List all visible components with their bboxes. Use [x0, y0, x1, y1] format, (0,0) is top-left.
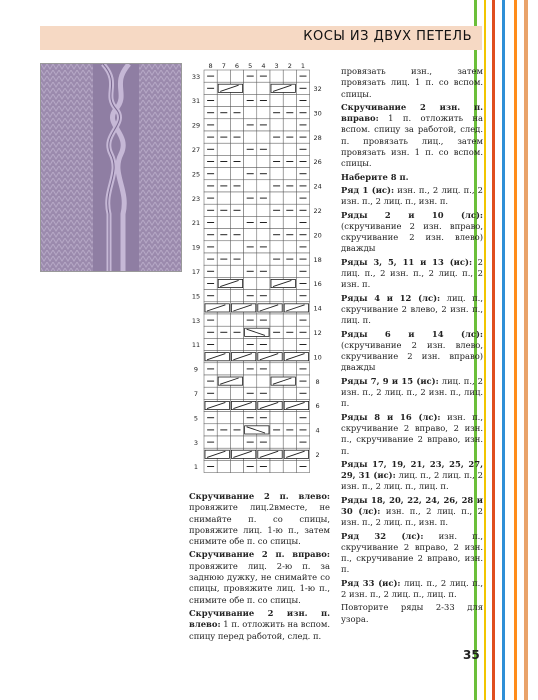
- paragraph: [341, 376, 483, 410]
- chart-cell: [230, 94, 243, 106]
- chart-cell: [217, 387, 230, 399]
- chart-cell: [270, 168, 283, 180]
- col-label: 2: [287, 62, 292, 70]
- row-label-left: 23: [191, 194, 201, 203]
- row-label-left: 25: [191, 170, 201, 179]
- chart-cell: [217, 192, 230, 204]
- chart-cell: [257, 253, 270, 265]
- row-label-left: 11: [191, 341, 201, 350]
- paragraph-term: Ряды 18, 20, 22, 24, 26, 28 и 30 (лс):: [341, 494, 483, 516]
- row-label-left: 9: [193, 365, 199, 374]
- chart-cell: [257, 277, 270, 289]
- paragraph-term: Ряд 33 (ис):: [341, 577, 401, 588]
- row-label-left: 5: [193, 414, 199, 423]
- paragraph-body: Повторите ряды 2-33 для узора.: [341, 602, 483, 624]
- row-label-right: 22: [313, 206, 322, 215]
- paragraph-term: Ряды 3, 5, 11 и 13 (ис):: [341, 256, 473, 267]
- paragraph: [341, 257, 483, 291]
- chart-cell: [270, 387, 283, 399]
- row-label-left: 17: [191, 267, 201, 276]
- chart-cell: [217, 314, 230, 326]
- row-label-right: 20: [313, 231, 322, 240]
- row-label-left: 1: [193, 463, 199, 472]
- chart-cell: [217, 168, 230, 180]
- chart-cell: [244, 180, 257, 192]
- chart-cell: [230, 314, 243, 326]
- paragraph-term: Ряды 4 и 12 (лс):: [341, 292, 441, 303]
- chart-cell: [283, 314, 296, 326]
- knitting-sample-photo: [40, 63, 182, 272]
- row-label-right: 12: [313, 328, 322, 337]
- chart-cell: [283, 338, 296, 350]
- paragraph: [341, 412, 483, 457]
- chart-cell: [270, 436, 283, 448]
- chart-cell: [230, 290, 243, 302]
- chart-cell: [270, 216, 283, 228]
- chart-cell: [283, 412, 296, 424]
- paragraph: [341, 329, 483, 374]
- chart-cell: [244, 107, 257, 119]
- chart-cell: [283, 143, 296, 155]
- chart-cell: [283, 94, 296, 106]
- paragraph: [341, 602, 483, 625]
- paragraph: [189, 491, 330, 547]
- chart-cell: [270, 94, 283, 106]
- row-label-left: 13: [191, 316, 201, 325]
- chart-cell: [283, 387, 296, 399]
- paragraph-term: Ряд 32 (лс):: [341, 530, 424, 541]
- chart-cell: [244, 253, 257, 265]
- chart-cell: [230, 460, 243, 472]
- row-label-left: 33: [191, 72, 201, 81]
- paragraph-term: Ряды 17, 19, 21, 23, 25, 27, 29, 31 (ис):: [341, 458, 483, 481]
- paragraph-body: изн. п., 2 лиц. п., 2 изн. п., 2 лиц. п., изн. п.: [341, 505, 484, 528]
- row-label-right: 24: [313, 182, 322, 191]
- paragraph-term: Ряды 7, 9 и 15 (ис):: [341, 375, 439, 386]
- chart-cell: [283, 70, 296, 82]
- chart-cell: [217, 94, 230, 106]
- paragraph-body: провяжите лиц. 2-ю п. за заднюю дужку, не снимайте со спицы, провяжите лиц. 1-ю п., снимите обе п. со спицы.: [189, 560, 330, 605]
- chart-cell: [217, 70, 230, 82]
- paragraph-body: лиц. п., 2 изн. п., 2 лиц. п., 2 изн. п., лиц. п.: [341, 375, 484, 409]
- paragraph-term: Наберите 8 п.: [341, 171, 409, 182]
- paragraph-body: изн. п., скручивание 2 вправо, 2 изн. п., скручивание 2 вправо, изн. п.: [341, 411, 483, 456]
- chart-cell: [230, 216, 243, 228]
- header-bar: [40, 26, 482, 50]
- paragraph-term: Ряды 8 и 16 (лс):: [341, 411, 441, 422]
- chart-cell: [217, 216, 230, 228]
- paragraph: [341, 495, 483, 529]
- chart-cell: [217, 241, 230, 253]
- col-label: 7: [221, 62, 226, 70]
- chart-cell: [244, 204, 257, 216]
- chart-cell: [257, 204, 270, 216]
- orange-stripe: [514, 0, 517, 700]
- chart-cell: [230, 363, 243, 375]
- chart-cell: [244, 375, 257, 387]
- chart-cell: [230, 192, 243, 204]
- paragraph: [189, 608, 330, 642]
- paragraph-term: Скручивание 2 п. влево:: [189, 491, 330, 501]
- paragraph-term: Ряды 2 и 10 (лс):: [341, 209, 483, 220]
- row-label-right: 16: [313, 280, 322, 289]
- paragraph-term: Ряд 1 (ис):: [341, 184, 395, 195]
- page-title: КОСЫ ИЗ ДВУХ ПЕТЕЛЬ: [303, 29, 472, 44]
- chart-cell: [257, 375, 270, 387]
- chart-cell: [230, 436, 243, 448]
- paragraph-term: Скручивание 2 изн. п. влево:: [189, 607, 330, 630]
- chart-cell: [230, 338, 243, 350]
- col-label: 1: [300, 62, 306, 70]
- chart-cell: [283, 119, 296, 131]
- chart-cell: [217, 119, 230, 131]
- chart-cell: [257, 107, 270, 119]
- chart-cell: [270, 143, 283, 155]
- chart-cell: [270, 192, 283, 204]
- page-number: 35: [463, 648, 480, 662]
- row-label-right: 18: [313, 255, 322, 264]
- paragraph: [341, 172, 483, 183]
- chart-cell: [217, 265, 230, 277]
- row-label-left: 3: [193, 438, 199, 447]
- blue-stripe: [502, 0, 505, 700]
- row-label-right: 8: [315, 377, 320, 386]
- chart-cell: [283, 290, 296, 302]
- cable-knit-illustration: [41, 64, 181, 271]
- col-label: 4: [261, 62, 266, 70]
- paragraph-body: (скручивание 2 изн. вправо, скручивание 2 изн. влево) дважды: [341, 220, 483, 254]
- paragraph: [341, 459, 483, 493]
- col-label: 6: [234, 62, 240, 70]
- paragraph: [341, 102, 483, 170]
- row-label-left: 15: [191, 292, 201, 301]
- row-label-right: 14: [313, 304, 322, 313]
- red-stripe: [492, 0, 495, 700]
- chart-cell: [217, 363, 230, 375]
- chart-cell: [257, 229, 270, 241]
- chart-cell: [270, 338, 283, 350]
- chart-cell: [217, 290, 230, 302]
- paragraph: [341, 210, 483, 255]
- paragraph: [341, 293, 483, 327]
- chart-cell: [270, 460, 283, 472]
- row-label-right: 4: [315, 426, 320, 435]
- chart-cell: [270, 290, 283, 302]
- chart-cell: [217, 338, 230, 350]
- row-label-left: 19: [191, 243, 201, 252]
- chart-cell: [257, 82, 270, 94]
- paragraph-body: 2 лиц. п., 2 изн. п., 2 лиц. п., 2 изн. п.: [341, 256, 483, 290]
- paragraph: [189, 549, 330, 605]
- paragraph: [341, 531, 483, 576]
- chart-cell: [230, 119, 243, 131]
- row-label-right: 30: [313, 109, 322, 118]
- chart-cell: [283, 436, 296, 448]
- chart-cell: [230, 265, 243, 277]
- col-label: 5: [248, 62, 253, 70]
- paragraph-term: Скручивание 2 изн. п. вправо:: [341, 101, 483, 124]
- chart-cell: [244, 229, 257, 241]
- chart-cell: [283, 241, 296, 253]
- paragraph: [341, 185, 483, 208]
- chart-cell: [283, 265, 296, 277]
- col-label: 3: [274, 62, 279, 70]
- paragraph-body: 1 п. отложить на вспом. спицу перед работой, след. п.: [189, 619, 330, 641]
- paragraph-body: 1 п. отложить на вспом. спицу за работой, след. п. провязать лиц., затем провязать изн. 1 п. со вспом. спицы.: [341, 113, 483, 169]
- chart-cell: [270, 119, 283, 131]
- text-column-right: [341, 66, 483, 627]
- chart-cell: [244, 277, 257, 289]
- row-label-left: 21: [191, 219, 201, 228]
- chart-cell: [283, 216, 296, 228]
- paragraph-body: лиц. п., скручивание 2 влево, 2 изн. п., лиц. п.: [341, 292, 483, 326]
- row-label-left: 27: [191, 145, 201, 154]
- row-label-right: 10: [313, 353, 322, 362]
- chart-cell: [217, 143, 230, 155]
- row-label-right: 32: [313, 84, 322, 93]
- chart-cell: [217, 412, 230, 424]
- row-label-right: 28: [313, 133, 322, 142]
- chart-cell: [244, 155, 257, 167]
- paragraph: [341, 578, 483, 601]
- chart-cell: [283, 363, 296, 375]
- paragraph-body: (скручивание 2 изн. влево, скручивание 2 изн. вправо) дважды: [341, 339, 483, 373]
- chart-cell: [230, 387, 243, 399]
- paragraph-body: лиц. п., 2 лиц. п., 2 изн. п., 2 лиц. п., лиц. п.: [341, 470, 483, 492]
- knitting-chart: [190, 62, 324, 486]
- col-label: 8: [208, 62, 213, 70]
- row-label-right: 2: [315, 450, 320, 459]
- chart-cell: [230, 241, 243, 253]
- row-label-right: 6: [315, 402, 320, 411]
- text-column-left: [189, 491, 330, 644]
- paragraph-body: лиц. п., 2 лиц. п., 2 изн. п., 2 лиц. п., лиц. п.: [341, 577, 483, 600]
- yellow-stripe: [484, 0, 486, 700]
- chart-cell: [257, 155, 270, 167]
- chart-cell: [257, 131, 270, 143]
- paragraph-term: Скручивание 2 п. вправо:: [189, 549, 330, 560]
- chart-cell: [244, 131, 257, 143]
- row-label-left: 29: [191, 121, 201, 130]
- chart-cell: [244, 82, 257, 94]
- chart-cell: [230, 412, 243, 424]
- chart-cell: [283, 460, 296, 472]
- paragraph-body: провяжите лиц.2вместе, не снимайте п. со спицы, провяжите лиц. 1-ю п., затем снимите обе п. со спицы.: [189, 502, 330, 547]
- chart-cell: [270, 412, 283, 424]
- paragraph-body: изн. п., 2 лиц. п., 2 изн. п., 2 лиц. п., изн. п.: [341, 184, 483, 207]
- row-label-left: 31: [191, 97, 201, 106]
- chart-cell: [283, 192, 296, 204]
- chart-cell: [270, 70, 283, 82]
- chart-cell: [217, 436, 230, 448]
- paragraph-body: провязать изн., затем провязать лиц. 1 п. со вспом. спицы.: [341, 66, 483, 99]
- peach-stripe: [524, 0, 528, 700]
- chart-cell: [270, 314, 283, 326]
- chart-cell: [270, 363, 283, 375]
- chart-cell: [217, 460, 230, 472]
- chart-cell: [283, 168, 296, 180]
- paragraph-term: Ряды 6 и 14 (лс):: [341, 328, 483, 339]
- paragraph: [341, 66, 483, 100]
- chart-cell: [230, 168, 243, 180]
- chart-cell: [230, 143, 243, 155]
- row-label-left: 7: [193, 389, 199, 398]
- row-label-right: 26: [313, 158, 322, 167]
- paragraph-body: изн. п., скручивание 2 вправо, 2 изн. п., скручивание 2 вправо, изн. п.: [341, 530, 484, 575]
- chart-cell: [270, 241, 283, 253]
- chart-cell: [257, 180, 270, 192]
- chart-cell: [230, 70, 243, 82]
- chart-cell: [270, 265, 283, 277]
